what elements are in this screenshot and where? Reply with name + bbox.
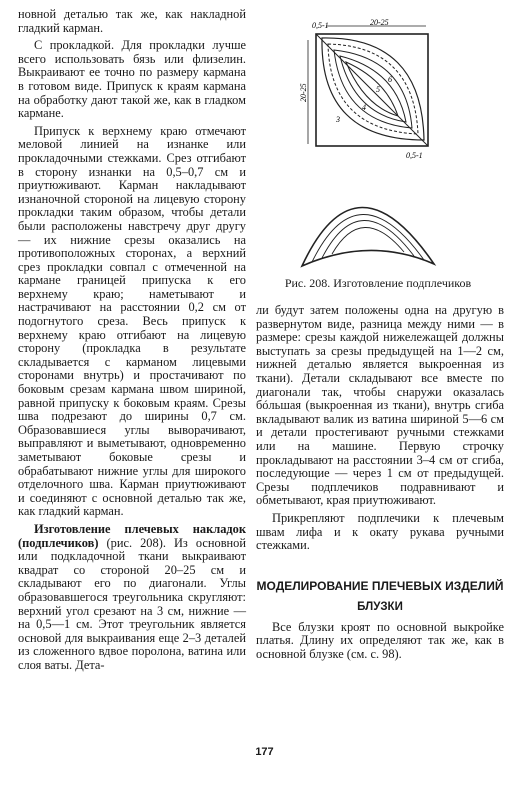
label-bottom-right: 0,5-1 — [406, 151, 423, 160]
paragraph-with-lining: С прокладкой. Для прокладки лучше всего использовать бязь или флизелин. Выкраивают ее точно по размеру кармана в готовом виде. Припуск к краям кармана на обработку дают такой же, как в гладком кармане. — [18, 38, 246, 121]
label-left: 20-25 — [299, 83, 308, 102]
label-6: 6 — [388, 75, 392, 84]
label-3: 3 — [336, 115, 340, 124]
subsection-title: БЛУЗКИ — [357, 600, 403, 613]
shoulder-pads-text: (рис. 208). Из основной или подкладочной ткани выкраивают квадрат со стороной 20–25 см и складывают его по диагонали. Углы образовавшегося треугольника скругляют: верхний угол срезают на 3 см, нижние — на 0,5—1 см. Этот треугольник является основой для выкраивания еще 2–3 деталей из сложенного вдвое поролона, ватина или слоя ваты. Дета- — [18, 535, 246, 672]
section-title: МОДЕЛИРОВАНИЕ ПЛЕЧЕВЫХ ИЗДЕЛИЙ — [256, 578, 504, 593]
label-top-right: 20-25 — [370, 18, 389, 27]
shoulder-pads-heading: Изготовление плечевых накладок (подплечиков) — [18, 521, 246, 550]
diagonal-fold-line — [316, 34, 428, 146]
left-column — [18, 8, 246, 673]
paragraph-shoulder-pads — [18, 523, 246, 673]
layer-outline-2 — [328, 44, 418, 134]
paragraph-procedure: Припуск к верхнему краю отмечают меловой линией на изнанке или прокладочными стежками. Срез отгибают в сторону изнанки на 0,5–0,7 см и приутюживают. Карман накладывают изнаночной стороной на лицевую сторону прокладки таким образом, чтобы детали были расположены навстречу друг другу — их нижние срезы оказались на противоположных сторонах, а верхний срез прокладки совпал с отмеченной на кармане границей припуска к его верхнему краю; наметывают и настрачивают на расстоянии 0,2 см от подогнутого среза. Весь припуск к верхнему краю отгибают на лицевую сторону (прокладка в результате складывается с карманом лицевыми сторонами внутрь) и простачивают по боковым срезам кармана швом шириной, равной припуску к боковым краям. Срезы шва подрезают до ширины 0,7 см. Образовавшиеся углы выворачивают, выправляют и выметывают, одновременно заметывают боковые срезы и обрабатывают нижние углы для широкого отделочного шва. Карман приутюживают и соединяют с основной деталью так же, как гладкий карман. — [18, 123, 246, 519]
paragraph-layers: ли будут затем положены одна на другую в развернутом виде, разница между ними — в размере: срезы каждой нижележащей должны выступать за срезы предыдущей на 1—2 см, нижней деталью является выкроенная из ткани). Детали складывают все вместе по диагонали так, чтобы снаружи оказалась бóльшая (выкроенная из ткани), внутрь сгиба вкладывают валик из ватина шириной 5—6 см и детали простегивают ручными стежками или на машине. Первую строчку прокладывают на расстоянии 3–4 см от сгиба, последующие — через 1 см от предыдущей. Срезы подплечиков подравнивают и обметывают, края приутюживают. — [256, 303, 504, 508]
figure-caption: Рис. 208. Изготовление подплечиков — [284, 276, 472, 290]
page-number: 177 — [255, 746, 274, 758]
label-4: 4 — [362, 103, 366, 112]
paragraph-continuation: новной деталью так же, как накладной гладкий карман. — [18, 7, 246, 35]
right-column — [256, 304, 504, 661]
label-top-left: 0,5-1 — [312, 21, 329, 30]
stitch-line-2 — [322, 220, 414, 258]
paragraph-attach: Прикрепляют подплечики к плечевым швам лифа и к окату рукава ручными стежками. — [256, 510, 504, 553]
shoulder-pad-diagram — [298, 18, 438, 278]
shoulder-pad-outline — [302, 207, 434, 266]
paragraph-blouses: Все блузки кроят по основной выкройке платья. Длину их определяют так же, как в основной блузке (см. с. 98). — [256, 619, 504, 661]
label-5: 5 — [376, 85, 380, 94]
figure-208 — [298, 18, 438, 278]
